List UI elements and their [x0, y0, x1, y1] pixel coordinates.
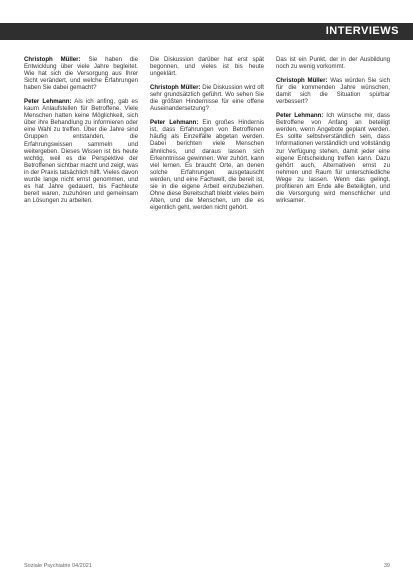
column-2 [150, 56, 264, 551]
paragraph-text: Ein großes Hindernis ist, dass Erfahrungen von Betroffenen häufig als Einzelfälle abgetan werden. Dabei berichten viele Menschen ähnliches, und daraus lassen sich Erkenntnisse gewinnen. Wer zuhört, kann viel lernen. Es braucht Orte, an denen solche Erfahrungen ausgetauscht werden, und eine Fachwelt, die bereit ist, sie in die eigene Arbeit einzubeziehen. Ohne diese Bereitschaft bleibt vieles beim Alten, und die Menschen, um die es eigentlich geht, werden nicht gehört. [150, 119, 264, 211]
speaker-name: Peter Lehmann: [150, 119, 199, 127]
paragraph [150, 56, 264, 77]
article-columns [24, 56, 390, 551]
column-1 [24, 56, 138, 551]
paragraph-text: Das ist ein Punkt, der in der Ausbildung noch zu wenig vorkommt. [276, 56, 390, 71]
section-title: INTERVIEWS [325, 25, 399, 37]
paragraph [150, 84, 264, 112]
paragraph [24, 56, 138, 91]
column-3 [276, 56, 390, 551]
paragraph-text: Sie haben die Entwicklung über viele Jahre begleitet. Wie hat sich die Versorgung aus Ihrer Sicht verändert, und welche Erfahrungen haben Sie dabei gemacht? [24, 56, 138, 92]
paragraph-text: Was würden Sie sich für die kommenden Jahre wünschen, damit sich die Situation spürbar verbessert? [276, 77, 390, 106]
header-bar [0, 23, 413, 40]
speaker-name: Christoph Müller: [276, 77, 328, 85]
paragraph [150, 119, 264, 211]
paragraph [24, 98, 138, 204]
paragraph-text: Als ich anfing, gab es kaum Anlaufstellen für Betroffene. Viele Menschen hatten keine Möglichkeit, sich über ihre Behandlung zu informieren oder eine Wahl zu treffen. Über die Jahre sind Gruppen entstanden, die Erfahrungswissen sammeln und weitergeben. Dieses Wissen ist bis heute wichtig, weil es die Perspektive der Betroffenen sichtbar macht und zeigt, was in der Praxis tatsächlich hilft. Vieles davon wurde lange nicht ernst genommen, und es hat Jahre gedauert, bis Fachleute bereit waren, zuzuhören und gemeinsam an Lösungen zu arbeiten. [24, 98, 138, 204]
page-footer [24, 563, 390, 573]
paragraph-text: Ich wünsche mir, dass Betroffene von Anfang an beteiligt werden, wenn Angebote geplant werden. Es sollte selbstverständlich sein, dass Informationen verständlich und vollständig zur Verfügung stehen, damit jeder eine eigene Entscheidung treffen kann. Dazu gehört auch, Alternativen ernst zu nehmen und Raum für unterschiedliche Wege zu lassen. Wenn das gelingt, profitieren am Ende alle Beteiligten, und die Versorgung wird menschlicher und wirksamer. [276, 112, 390, 204]
paragraph [276, 77, 390, 105]
paragraph [276, 56, 390, 70]
paragraph-text: Die Diskussion darüber hat erst spät begonnen, und vieles ist bis heute ungeklärt. [150, 56, 264, 78]
footer-journal: Soziale Psychiatrie 04/2021 [24, 563, 92, 569]
page-number: 39 [383, 563, 390, 569]
speaker-name: Christoph Müller: [150, 84, 201, 92]
paragraph-text: Die Diskussion wird oft sehr grundsätzlich geführt. Wo sehen Sie die größten Hindernisse für eine offene Auseinandersetzung? [150, 84, 264, 113]
speaker-name: Peter Lehmann: [24, 98, 72, 106]
speaker-name: Christoph Müller: [24, 56, 81, 63]
paragraph [276, 112, 390, 204]
speaker-name: Peter Lehmann: [276, 112, 324, 120]
